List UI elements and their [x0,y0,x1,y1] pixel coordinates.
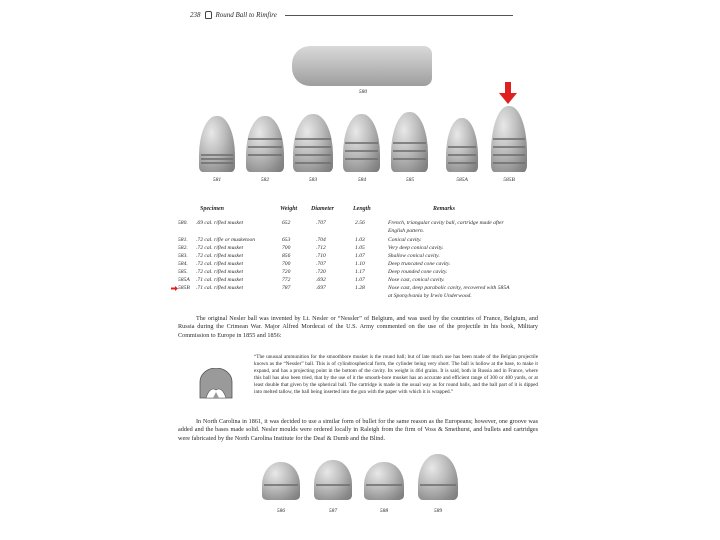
bullet-589-photo [418,454,458,500]
paragraph-nesler-intro: The original Nesler ball was invented by Lt. Nesler or “Nessler” of Belgium, and was used by the countries of France, Belgium, and Russia during the Crimean War. Major Alfred Mordecai of the U.S. Army commented on the use of the projectile in his book, Military Commission to Europe in 1855 and 1856: [178,315,538,339]
caption-581: 581 [212,177,222,183]
caption-585: 585 [405,177,415,183]
bullet-581-photo [199,116,235,172]
bullet-586-photo [262,462,300,500]
cartridge-icon [205,11,212,19]
caption-588: 588 [379,508,389,514]
caption-582: 582 [260,177,270,183]
header-remarks: Remarks [433,206,456,212]
paragraph-north-carolina: In North Carolina in 1861, it was decided to use a similar form of bullet for the same reason as the Europeans; however, one groove was added and the bases made solid. Nesler moulds were ordered locally in Raleigh from the firm of Voss & Smethurst, and bullets and cartridges were fabricated by the North Carolina Institute for the Deaf & Dumb and the Blind. [178,418,538,442]
red-arrow-icon [499,82,517,104]
bullet-582-photo [246,116,284,172]
mordecai-quote: “The unusual ammunition for the smoothbore musket is the round ball; but of late much use has been made of the Belgian projectile known as the “Nessler” ball. This is of cylindrospherical form, the cylinder being very short. The ball is hollow at the base, to make it expand, and has a projecting point in the bottom of the cavity. Its weight is 464 grains. It is said, both in Russia and in France, where this ball has also been tried, that by the use of it the smooth-bore musket has an accurate and efficient range of 300 or 400 yards, or at least double that given by the spherical ball. The cartridge is made in the usual way as for round balls, and the ball part of it is dipped into melted tallow, the ball being inserted into the gun with the paper with which it is wrapped.” [254,354,538,395]
header-specimen: Specimen [200,206,224,212]
page-number: 238 [190,11,201,19]
table-row-continuation: English pattern. [388,228,425,234]
bullet-583-photo [293,114,333,172]
page-header [190,11,513,19]
header-length: Length [353,206,371,212]
cartridge-580-photo [292,46,432,86]
table-row: 583. .72 cal. rifled musket 856 .710 1.07 Shallow conical cavity. [178,253,440,259]
header-rule [285,15,513,16]
caption-586: 586 [276,508,286,514]
caption-584: 584 [357,177,367,183]
caption-583: 583 [308,177,318,183]
table-row-highlighted: 585B .71 cal. rifled musket 787 .697 1.28 Nose cast, deep parabolic cavity, recovered with 585A [178,285,538,294]
nesler-ball-diagram [198,368,234,400]
caption-585B: 585B [503,177,515,183]
table-row-continuation: at Spotsylvania by Irwin Underwood. [388,293,472,299]
running-title: Round Ball to Rimfire [215,11,277,19]
bullet-588-photo [364,462,404,500]
bullet-587-photo [314,460,352,500]
table-row: 584. .72 cal. rifled musket 700 .707 1.10 Deep truncated cone cavity. [178,261,451,267]
header-diameter: Diameter [311,206,334,212]
table-row: 580. .69 cal. rifled musket 652 .707 2.56 French, triangular cavity ball, cartridge made after [178,220,504,226]
table-row: 585. .72 cal. rifled musket 720 .720 1.17 Deep rounded cone cavity. [178,269,448,275]
red-pointer-icon [171,286,178,291]
table-row: 585A .71 cal. rifled musket 772 .692 1.07 Nose cast, conical cavity. [178,277,445,283]
table-row: 582. .72 cal. rifled musket 700 .712 1.05 Very deep conical cavity. [178,245,444,251]
bullet-584-photo [343,114,380,172]
caption-587: 587 [328,508,338,514]
caption-580: 580 [358,89,368,95]
caption-585A: 585A [456,177,468,183]
bullet-585A-photo [446,118,478,172]
table-row: 581. .72 cal. rifle or musketoon 653 .704 1.03 Conical cavity. [178,237,422,243]
caption-589: 589 [433,508,443,514]
bullet-585-photo [391,112,428,172]
header-weight: Weight [280,206,298,212]
bullet-585B-photo [491,106,527,172]
